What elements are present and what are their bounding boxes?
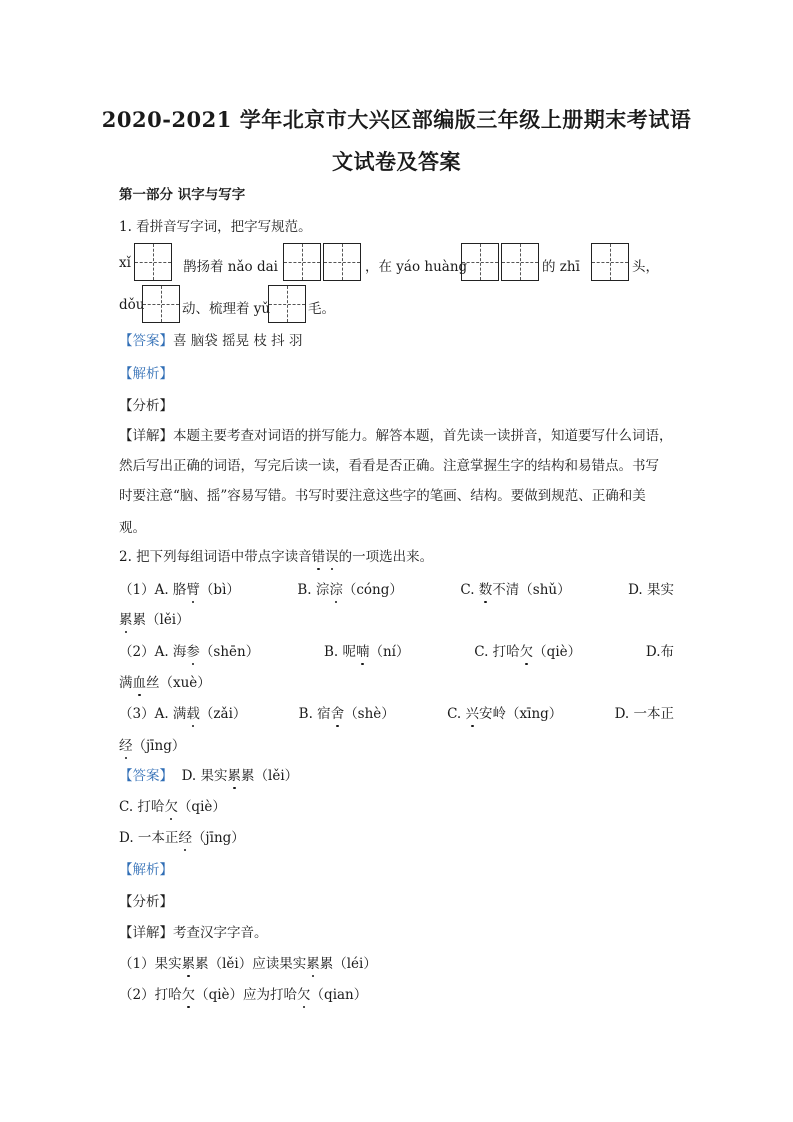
writing-box[interactable] (461, 243, 499, 281)
option-b: B. 宿舍（shè） (298, 706, 395, 722)
dotted-char: 累 (227, 768, 242, 784)
q2-row2-cont (119, 674, 211, 692)
answer-text: 喜 脑袋 摇晃 枝 抖 羽 (173, 333, 303, 349)
page-title: 2020-2021 学年北京市大兴区部编版三年级上册期末考试语 (101, 107, 692, 132)
q2-answer-line: D. 一本正经（jīng） (119, 830, 245, 846)
option-a: （1）A. 胳臂（bì） (119, 582, 240, 598)
q2-answer-line: C. 打哈欠（qiè） (119, 799, 226, 815)
option-c: C. 数不清（shǔ） (460, 582, 571, 598)
q1-text: 鹊扬着 nǎo dai (183, 259, 278, 275)
q1-detail-line: 时要注意“脑、摇”容易写错。书写时要注意这些字的笔画、结构。要做到规范、正确和美 (119, 488, 646, 504)
q2-detail-line: （1）果实累累（lěi）应读果实累累（léi） (119, 956, 377, 972)
q1-prompt: 1. 看拼音写字词，把字写规范。 (119, 219, 312, 235)
q1-text: 毛。 (308, 301, 335, 317)
pinyin-xi: xǐ (119, 255, 131, 271)
answer-tag: 【答案】 (119, 333, 173, 349)
q1-detail-line: 然后写出正确的词语，写完后读一读，看看是否正确。注意掌握生字的结构和易错点。书写 (119, 458, 659, 474)
section-heading: 第一部分 识字与写字 (119, 187, 246, 203)
option-d: D. 果实 (628, 582, 674, 598)
q1-fenxi-tag: 【分析】 (119, 398, 173, 414)
detail-tag: 【详解】 (119, 925, 173, 941)
q2-row3 (119, 705, 674, 723)
option-c: C. 兴安岭（xīng） (447, 706, 563, 722)
answer-text: D. 果实 (181, 768, 228, 784)
q1-answer (119, 332, 302, 350)
writing-box[interactable] (142, 285, 180, 323)
prompt-text: 的一项选出来。 (338, 549, 434, 565)
q1-text: 动、梳理着 yǔ (182, 301, 271, 317)
emphasis-char: 误 (325, 549, 339, 565)
q1-jiexi-tag: 【解析】 (119, 366, 173, 382)
writing-box[interactable] (283, 243, 321, 281)
q1-detail-line: 观。 (119, 520, 146, 536)
q2-answer (119, 767, 298, 785)
emphasis-char: 错 (311, 549, 326, 565)
q1-text: 的 zhī (542, 259, 580, 275)
dotted-char: 累 (119, 612, 133, 628)
q1-text: ，在 yáo huàng (365, 259, 468, 275)
option-b: B. 淙淙（cóng） (297, 582, 403, 598)
answer-tag: 【答案】 (119, 768, 173, 784)
dotted-char: 经 (119, 738, 133, 754)
dotted-char: 血 (132, 675, 146, 691)
q1-detail (119, 427, 673, 445)
option-d: D.布 (645, 644, 674, 660)
writing-box[interactable] (591, 243, 629, 281)
writing-box[interactable] (134, 243, 172, 281)
q1-text: 头， (632, 259, 659, 275)
q2-row2 (119, 643, 674, 661)
writing-box[interactable] (268, 285, 306, 323)
option-a: （2）A. 海参（shēn） (119, 644, 260, 660)
option-a: （3）A. 满载（zǎi） (119, 706, 247, 722)
option-b: B. 呢喃（ní） (323, 644, 410, 660)
pinyin-dou: dǒu (119, 297, 145, 313)
option-c: C. 打哈欠（qiè） (474, 644, 582, 660)
q2-detail-line: （2）打哈欠（qiè）应为打哈欠（qian） (119, 987, 368, 1003)
option-text: 满 (119, 675, 133, 691)
q2-row3-cont (119, 737, 185, 755)
writing-box[interactable] (323, 243, 361, 281)
q2-row1 (119, 581, 674, 599)
option-text: 累（lěi） (132, 612, 190, 628)
option-d: D. 一本正 (614, 706, 674, 722)
q2-fenxi-tag: 【分析】 (119, 894, 173, 910)
answer-text: 累（lěi） (241, 768, 299, 784)
prompt-text: 2. 把下列每组词语中带点字读音 (119, 549, 312, 565)
writing-box[interactable] (501, 243, 539, 281)
q2-row1-cont (119, 611, 190, 629)
q2-jiexi-tag: 【解析】 (119, 862, 173, 878)
q2-detail (119, 924, 268, 942)
detail-text: 考查汉字字音。 (173, 925, 268, 941)
option-text: 丝（xuè） (146, 675, 211, 691)
q2-prompt (119, 548, 433, 566)
detail-text: 本题主要考查对词语的拼写能力。解答本题，首先读一读拼音，知道要写什么词语， (173, 428, 673, 444)
detail-tag: 【详解】 (119, 428, 173, 444)
page-title-line2: 文试卷及答案 (332, 149, 461, 174)
option-text: （jīng） (132, 738, 186, 754)
